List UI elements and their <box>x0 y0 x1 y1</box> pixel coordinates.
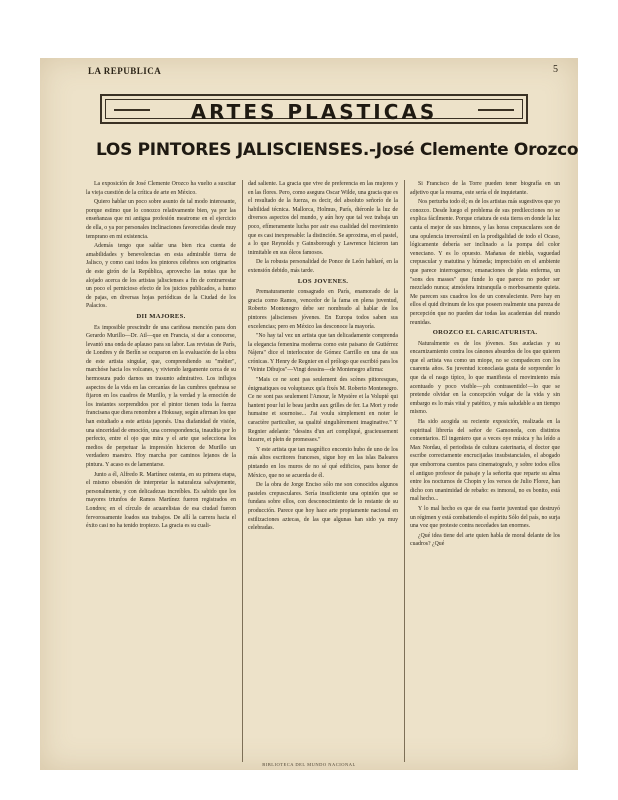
running-head: LA REPUBLICA <box>88 66 162 76</box>
article-headline: LOS PINTORES JALISCIENSES.-José Clemente Orozco <box>96 140 578 160</box>
paragraph: Nos perturba todo él; es de los artistas más sugestivos que yo conozco. Desde luego el problema de sus predilecciones no se explica fácilmente. Porque criatura de esta tierra en donde la luz canta el mejor de sus himnos, y las horas crepusculares son de una opulencia inverosímil en la prodigalidad de todo el Ocaso, lógicamente debería ser inclinado a la pompa del color veneciano. Y es lo opuesto. Mañanas de niebla, vaguedad crepuscular y matutina y húmeda; imprecisión en el ambiente que parece interrogarnos; emanaciones de plata enferma, un "sons des masses" que funde lo que parece no poder ser mezclado nunca; atmósfera intranquila o morbosamente quieta. Me parecen sus cuadros los de un convaleciente. Pero hay en ellos el quid divinum de los que poseen realmente una pureza de percepción que no pueden dar todas las academias del mundo reunidas. <box>410 199 560 326</box>
column-2 <box>248 180 398 762</box>
paragraph: Prematuramente consagrado en París, enamorado de la gracia como Ramos, vencedor de la fama en plena juventud, Roberto Montenegro debe ser nombrado al hablar de los pintores jaliscienses jóvenes. En Europa todos saben sus excelencias; pero en México las desconoce la mayoría. <box>248 289 398 330</box>
paragraph: Y lo mal hecho es que de esa fuerte juventud que destruyó un régimen y está combatiendo el espíritu Sólo del país, no surja una voz que proteste contra necedades tan enormes. <box>410 505 560 530</box>
paragraph: De la robusta personalidad de Ponce de León hablaré, en la extensión debido, más tarde. <box>248 259 398 274</box>
library-footer: BIBLIOTECA DEL MUNDO NACIONAL <box>262 762 356 767</box>
paragraph: dad saliente. La gracia que vive de preferencia en las mujeres y en las flores. Pero, como asegura Oscar Wilde, una gracia que es el resultado de la fuerza, es decir, del absoluto señorío de la habilidad técnica. Mallorca, Holmus, París, diéronle la luz de diversos aspectos del mundo, y aún hoy que tal vez trabaja un poco, efímeramente lucha por asir esa cualidad del movimiento que es casi inexpresable: la distinción. Se aproxima, en el pastel, a lo que Reynolds y Gainsborough y Lawrence hicieron tan inimitable en sus óleos famosos. <box>248 181 398 256</box>
column-divider <box>242 180 243 762</box>
paragraph: Quiero hablar un poco sobre asunto de tal modo interesante, porque estimo que lo conozco relativamente bien, ya por las enseñanzas que mi antigua profesión meatrome en el ejercicio de ella, o ya por personales inclinaciones favorecidas desde muy temprano en mi existencia. <box>86 199 236 240</box>
ornament-right-icon <box>478 105 514 115</box>
paragraph: Ha sido acogida su reciente exposición, realizada en la espiritual librería del señor de Gamoneda, con distintos comentarios. El ingeniero que a veces oye música y ha leído a Max Nordau, el periodista de cultura caterinaria, el doctor que escribe correctamente encrucijadas insubstanciales, el abogado que emborrona cuentos para cinematografo, y sobre todos ellos el antiguo profesor de paisaje y la señorita que reparte su alma entre los nocturnos de Chopin y los versos de Julio Florez, han dicho con unanimidad de rebaño: es inmoral, no es bonito, está mal hecho... <box>410 419 560 503</box>
paragraph: "Mais ce ne sont pas seulement des scènes pittoresques, énigmatiques ou voluptueux qu'a fixés M. Roberto Montenegro. Ce ne sont pas seulement l'Amour, le Mystère et la Volupté qui hantent pour lui le beau jardin aux grilles de fer. La Mort y rode humaine et sournoise... J'ai voulu simplement en noter le caractère particulier, sa qualité singulièrement imaginative." Y Regnier adelante: "dessins d'un art compliqué, gracieusement bizarre, et plein de promesses." <box>248 377 398 444</box>
newspaper-page <box>40 58 578 770</box>
subheading-orozco-caricaturista: OROZCO EL CARICATURISTA. <box>432 329 538 337</box>
column-1 <box>86 180 236 762</box>
paragraph: "No hay tal vez un artista que tan delicadamente comprenda la elegancia femenina moderna como este paisano de Gutiérrez Nájera" dice el interlocutor de Gómez Carrillo en una de sus crónicas. Y Henry de Regnier en el prólogo que escribió para los "Veinte Dibujos"—Vingt dessins—de Montenegro afirma: <box>248 333 398 374</box>
paragraph: Y este artista que tan magnífico encomio hubo de uno de los más altos escritores franceses, sigue hoy en las islas Baleares pintando en los muros de no sé qué edificios, para honor de México, que no se acuerda de él. <box>248 446 398 479</box>
paragraph: Naturalmente es de los jóvenes. Sus audacias y su encarnizamiento contra los cánones absurdos de los que quieren que el artista vea como un miope, no se compadecen con los cuarenta años. Su juventud iconoclasta gusta de sorprender lo que da el rasgo típico, lo que manifiesta el movimiento más acentuado y poco visible—¡oh contrasentido!—lo que se pretende olvidar en la concepción vulgar de la vida y sin embargo es lo más vital y patético, y más saludable a un tiempo mismo. <box>410 340 560 416</box>
paragraph: La exposición de José Clemente Orozco ha vuelto a suscitar la vieja cuestión de la crítica de arte en México. <box>86 181 236 196</box>
section-title-box <box>100 94 528 124</box>
column-3 <box>410 180 560 762</box>
paragraph: Junto a él, Alfredo R. Martínez ostenta, en su primera etapa, el mismo obsesión de interpretar la naturaleza salvajemente, personalmente, y con delicadezas increíbles. Es sabido que los mayores triunfos de Ramos Martínez fueron registrados en Londres; en el círculo de acuarelistas de esa ciudad fueron fervorosamente loados sus trabajos. De allí la carrera hacia el éxito casi no ha tenido tropiezo. La gracia es su cuali- <box>86 471 236 530</box>
subheading-los-jovenes: LOS JOVENES. <box>297 277 349 285</box>
subheading-dii-majores: DII MAJORES. <box>136 312 186 320</box>
section-title: ARTES PLASTICAS <box>190 100 438 124</box>
article-columns <box>86 180 560 762</box>
paragraph: Además tengo que saldar una bien rica cuenta de amabilidades y benevolencias en esta admirable tierra de Jalisco, y como casi todos los pintores célebres son originarios de este girón de la República, aprovecho las notas que he alojado acerca de los artistas jaliscienses a fin de contrarrestar un poco el pernicioso efecto de los juicios publicados, a humo de pajas, en diversas hojas periódicas de la Ciudad de los Palacios. <box>86 243 236 310</box>
paragraph: De la obra de Jorge Enciso sólo me son conocidos algunos pasteles crepusculares. Sería insuficiente una opinión que se fundara sobre ellos, con desconocimiento de lo restante de su producción. Parece que hoy hace arte propiamente nacional en estilizaciones aztecas, de las que algunas han sido ya muy celebradas. <box>248 482 398 532</box>
paragraph: Si Francisco de la Torre pueden tener biografía en un adjetivo que la resuma, este sería el de inquietante. <box>410 181 560 196</box>
page-number: 5 <box>553 64 558 75</box>
column-divider <box>404 180 405 762</box>
paragraph: Es imposible prescindir de una cariñosa mención para don Gerardo Murillo—Dr. Atl—que en Francia, si dar a conocerse, levantó una onda de aplauso para su labor. Las revistas de París, de Londres y de Berlín se ocuparon en la evaluación de la obra de este artista singular, que, comprendiendo su "métier", marchóse hacia los volcanes, y viviendo largamente cerca de su hermosura pudo darnos un trasunto admirativo. Los influjos aspectos de la vida en las cercanías de las cumbres quebrasa se fijaron en los cuadros de Murillo, y la verdad y la emoción de los instantes sorprendidos por el pintor tienen toda la fuerza francisana que diera renombre a Hokusay, según afirman los que han estudiado a este artista japonés. Una diafanidad de visión, una sinceridad de emoción, una correspondencia, inaudita por lo perfecto, entre el ojo que mira y el arte que selecciona los medios de perpetuar la impresión hicieron de Murillo un verdadero maestro. Hoy marcha por caminos lejanos de la pintura. Y acaso es de lamentarse. <box>86 324 236 468</box>
paragraph: ¿Qué idea tiene del arte quien habla de moral delante de los cuadros? ¿Qué <box>410 532 560 548</box>
